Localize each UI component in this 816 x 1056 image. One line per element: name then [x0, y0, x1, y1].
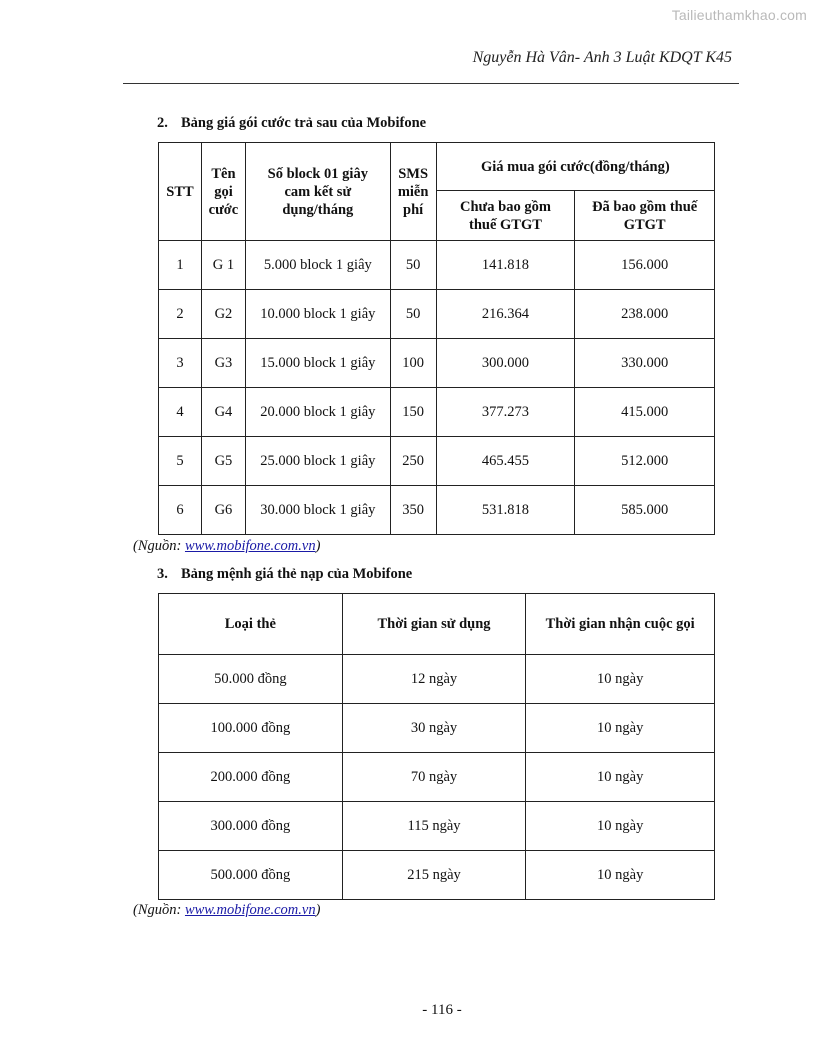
cell-ten: G2	[201, 290, 245, 339]
cell-block: 5.000 block 1 giây	[245, 241, 390, 290]
cell-loai: 500.000 đồng	[159, 851, 343, 900]
source-suffix: )	[315, 902, 321, 918]
cell-sms: 50	[390, 290, 436, 339]
header-block-line: cam kết sử	[284, 183, 352, 200]
cell-chua: 300.000	[436, 339, 575, 388]
header-chua-gtgt	[436, 191, 575, 241]
source-prefix: (Nguồn:	[133, 538, 185, 554]
cell-stt: 1	[159, 241, 202, 290]
cell-sms: 100	[390, 339, 436, 388]
table-row	[159, 704, 715, 753]
table-row	[159, 241, 715, 290]
running-header: Nguyễn Hà Vân- Anh 3 Luật KDQT K45	[472, 49, 732, 66]
table-row	[159, 388, 715, 437]
cell-sms: 250	[390, 437, 436, 486]
section-3-number: 3.	[157, 566, 168, 582]
source-prefix: (Nguồn:	[133, 902, 185, 918]
table-row	[159, 290, 715, 339]
header-so-block	[245, 143, 390, 241]
cell-chua: 465.455	[436, 437, 575, 486]
cell-chua: 531.818	[436, 486, 575, 535]
header-thoi-gian-su-dung: Thời gian sử dụng	[342, 594, 526, 655]
table-row	[159, 486, 715, 535]
cell-da: 238.000	[575, 290, 715, 339]
header-ten-line: cước	[208, 201, 239, 218]
header-da-gtgt	[575, 191, 715, 241]
header-chua-line: Chưa bao gồm	[460, 198, 551, 215]
cell-block: 10.000 block 1 giây	[245, 290, 390, 339]
cell-block: 20.000 block 1 giây	[245, 388, 390, 437]
header-loai-the: Loại thẻ	[159, 594, 343, 655]
source-suffix: )	[315, 538, 321, 554]
cell-block: 25.000 block 1 giây	[245, 437, 390, 486]
table-row	[159, 753, 715, 802]
cell-nhan: 10 ngày	[526, 704, 715, 753]
cell-stt: 3	[159, 339, 202, 388]
cell-da: 156.000	[575, 241, 715, 290]
header-rule	[123, 83, 739, 84]
cell-ten: G5	[201, 437, 245, 486]
section-2-title	[157, 115, 426, 132]
cell-nhan: 10 ngày	[526, 753, 715, 802]
cell-nhan: 10 ngày	[526, 802, 715, 851]
section-2-number: 2.	[157, 115, 168, 131]
cell-sms: 50	[390, 241, 436, 290]
header-gia-mua: Giá mua gói cước(đồng/tháng)	[436, 143, 714, 191]
table-row	[159, 339, 715, 388]
source-link[interactable]: www.mobifone.com.vn	[184, 902, 316, 918]
cell-sms: 350	[390, 486, 436, 535]
page-number: - 116 -	[422, 1002, 462, 1018]
cell-su_dung: 30 ngày	[342, 704, 526, 753]
section-3-title	[157, 566, 412, 583]
header-sms-line: miễn	[397, 183, 429, 200]
cell-chua: 377.273	[436, 388, 575, 437]
header-da-line: Đã bao gồm thuế	[592, 198, 698, 215]
header-chua-line: thuế GTGT	[469, 216, 542, 233]
header-ten-line: gọi	[214, 183, 233, 200]
header-ten-goi-cuoc	[201, 143, 245, 241]
cell-chua: 216.364	[436, 290, 575, 339]
postpaid-price-table	[158, 142, 715, 535]
cell-block: 15.000 block 1 giây	[245, 339, 390, 388]
source-link[interactable]: www.mobifone.com.vn	[184, 538, 316, 554]
header-sms-line: SMS	[398, 165, 429, 182]
cell-loai: 200.000 đồng	[159, 753, 343, 802]
cell-stt: 5	[159, 437, 202, 486]
cell-da: 415.000	[575, 388, 715, 437]
cell-da: 585.000	[575, 486, 715, 535]
header-stt: STT	[159, 143, 202, 241]
cell-loai: 300.000 đồng	[159, 802, 343, 851]
cell-stt: 2	[159, 290, 202, 339]
table-row	[159, 655, 715, 704]
header-da-line: GTGT	[623, 216, 666, 233]
cell-chua: 141.818	[436, 241, 575, 290]
cell-su_dung: 115 ngày	[342, 802, 526, 851]
source-note-2	[133, 902, 320, 919]
cell-da: 330.000	[575, 339, 715, 388]
table-row	[159, 437, 715, 486]
header-ten-line: Tên	[211, 165, 236, 182]
cell-nhan: 10 ngày	[526, 851, 715, 900]
section-2-heading: Bảng giá gói cước trả sau của Mobifone	[181, 115, 427, 131]
cell-nhan: 10 ngày	[526, 655, 715, 704]
table-row	[159, 802, 715, 851]
watermark: Tailieuthamkhao.com	[671, 7, 807, 23]
header-sms-mien-phi	[390, 143, 436, 241]
cell-block: 30.000 block 1 giây	[245, 486, 390, 535]
cell-su_dung: 215 ngày	[342, 851, 526, 900]
cell-ten: G6	[201, 486, 245, 535]
cell-loai: 50.000 đồng	[159, 655, 343, 704]
cell-su_dung: 70 ngày	[342, 753, 526, 802]
cell-ten: G3	[201, 339, 245, 388]
header-block-line: dụng/tháng	[282, 201, 354, 218]
topup-card-table	[158, 593, 715, 900]
source-note-1	[133, 538, 320, 555]
section-3-heading: Bảng mệnh giá thẻ nạp của Mobifone	[181, 566, 413, 582]
cell-stt: 4	[159, 388, 202, 437]
cell-da: 512.000	[575, 437, 715, 486]
header-block-line: Số block 01 giây	[267, 165, 368, 182]
cell-ten: G 1	[201, 241, 245, 290]
cell-su_dung: 12 ngày	[342, 655, 526, 704]
cell-loai: 100.000 đồng	[159, 704, 343, 753]
cell-sms: 150	[390, 388, 436, 437]
header-thoi-gian-nhan: Thời gian nhận cuộc gọi	[526, 594, 715, 655]
header-sms-line: phí	[403, 201, 424, 218]
table-row	[159, 851, 715, 900]
cell-stt: 6	[159, 486, 202, 535]
cell-ten: G4	[201, 388, 245, 437]
